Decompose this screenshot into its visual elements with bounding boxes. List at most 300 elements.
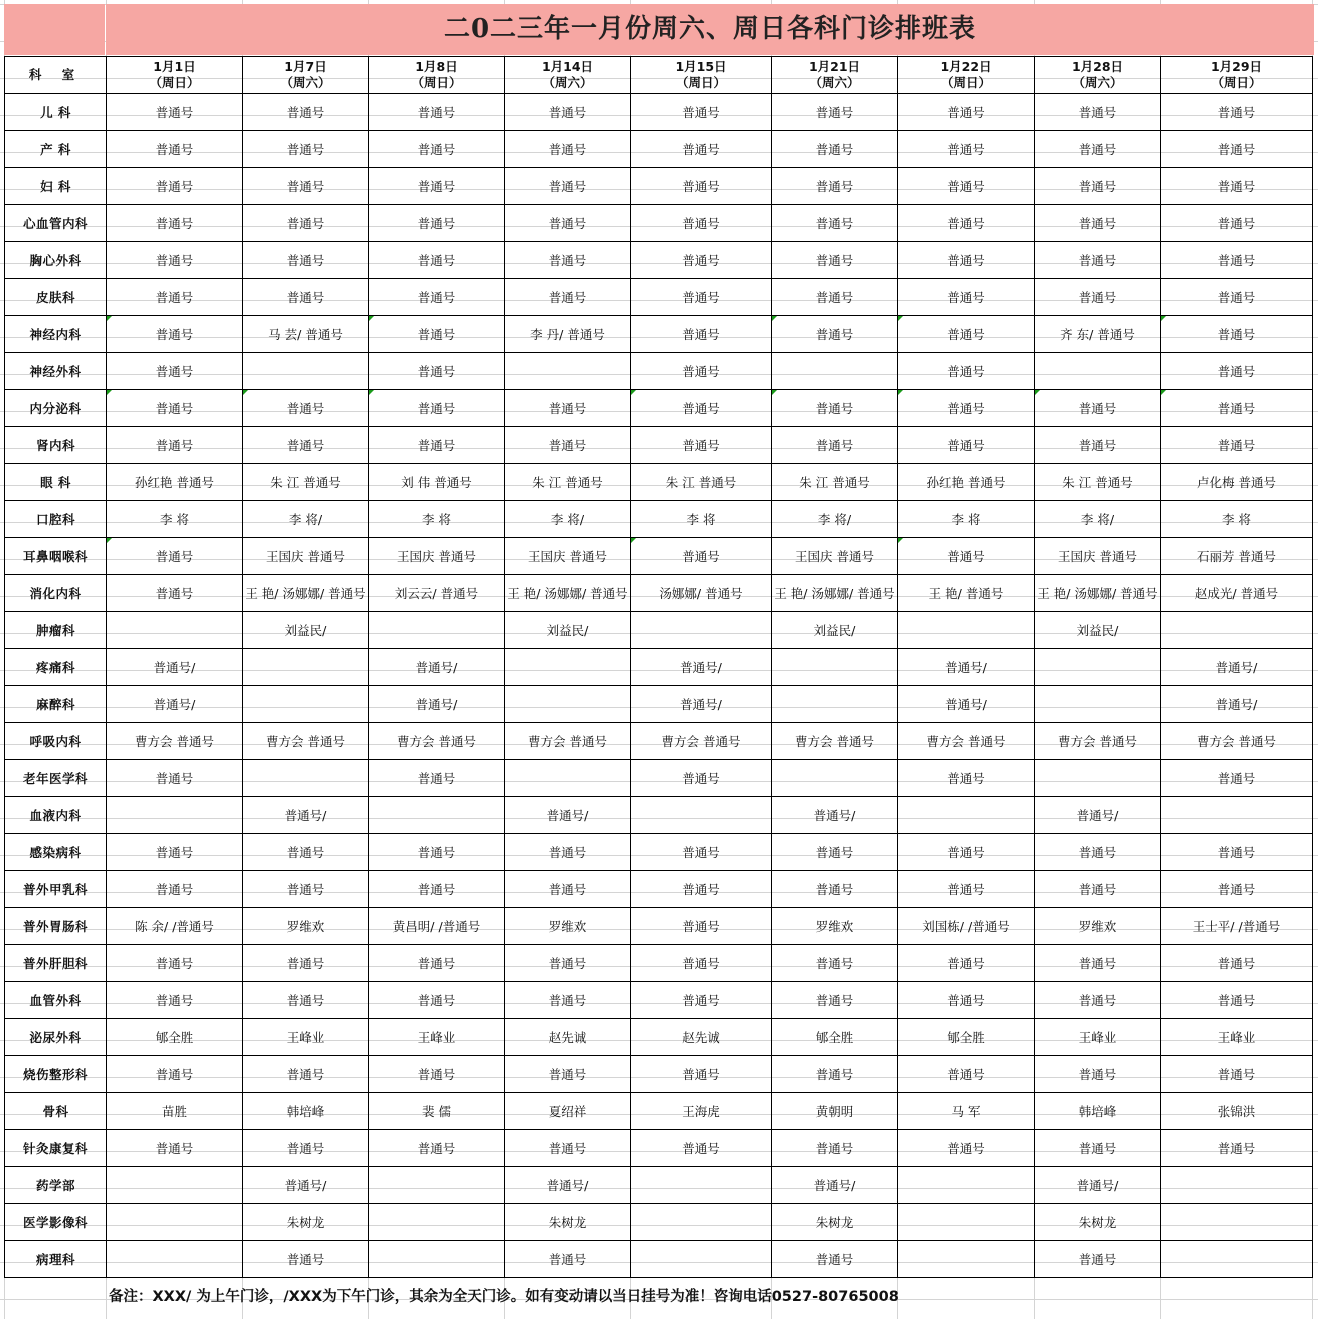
- schedule-cell[interactable]: [772, 686, 898, 723]
- schedule-cell[interactable]: 普通号: [107, 131, 243, 168]
- schedule-cell[interactable]: 夏绍祥: [505, 1093, 631, 1130]
- schedule-cell[interactable]: 普通号: [243, 1056, 369, 1093]
- schedule-cell[interactable]: 曹方会 普通号: [631, 723, 772, 760]
- schedule-cell[interactable]: 马 军: [898, 1093, 1035, 1130]
- schedule-cell[interactable]: [505, 649, 631, 686]
- schedule-cell[interactable]: 王国庆 普通号: [772, 538, 898, 575]
- schedule-cell[interactable]: 普通号: [107, 760, 243, 797]
- schedule-cell[interactable]: [107, 1167, 243, 1204]
- schedule-cell[interactable]: 普通号/: [631, 686, 772, 723]
- schedule-cell[interactable]: 普通号: [898, 945, 1035, 982]
- schedule-cell[interactable]: [898, 1167, 1035, 1204]
- schedule-cell[interactable]: [898, 612, 1035, 649]
- dept-cell[interactable]: 神经外科: [5, 353, 107, 390]
- schedule-cell[interactable]: [369, 1167, 505, 1204]
- schedule-cell[interactable]: 张锦洪: [1161, 1093, 1313, 1130]
- schedule-cell[interactable]: 普通号: [107, 168, 243, 205]
- schedule-cell[interactable]: 普通号: [1161, 390, 1313, 427]
- schedule-cell[interactable]: 普通号: [505, 427, 631, 464]
- schedule-cell[interactable]: 王士平/ /普通号: [1161, 908, 1313, 945]
- schedule-cell[interactable]: 普通号: [898, 353, 1035, 390]
- schedule-cell[interactable]: 普通号: [772, 427, 898, 464]
- schedule-cell[interactable]: 裴 儒: [369, 1093, 505, 1130]
- schedule-cell[interactable]: 普通号: [631, 760, 772, 797]
- dept-cell[interactable]: 泌尿外科: [5, 1019, 107, 1056]
- schedule-cell[interactable]: 普通号: [243, 1241, 369, 1278]
- schedule-cell[interactable]: 郇全胜: [107, 1019, 243, 1056]
- schedule-cell[interactable]: 齐 东/ 普通号: [1035, 316, 1161, 353]
- header-date-cell[interactable]: [1161, 57, 1313, 94]
- schedule-cell[interactable]: 罗维欢: [243, 908, 369, 945]
- schedule-cell[interactable]: 普通号: [772, 131, 898, 168]
- schedule-cell[interactable]: 李 将: [898, 501, 1035, 538]
- schedule-cell[interactable]: 普通号: [898, 834, 1035, 871]
- schedule-cell[interactable]: 普通号: [898, 279, 1035, 316]
- schedule-cell[interactable]: 普通号: [772, 834, 898, 871]
- schedule-cell[interactable]: [1035, 760, 1161, 797]
- schedule-cell[interactable]: 王峰业: [1035, 1019, 1161, 1056]
- schedule-cell[interactable]: 普通号: [772, 1056, 898, 1093]
- schedule-cell[interactable]: 罗维欢: [505, 908, 631, 945]
- schedule-cell[interactable]: 普通号: [107, 1056, 243, 1093]
- schedule-cell[interactable]: 普通号: [772, 279, 898, 316]
- schedule-cell[interactable]: 普通号: [107, 94, 243, 131]
- schedule-cell[interactable]: 普通号/: [898, 649, 1035, 686]
- schedule-cell[interactable]: 普通号: [1161, 427, 1313, 464]
- schedule-cell[interactable]: 普通号: [898, 205, 1035, 242]
- dept-cell[interactable]: 疼痛科: [5, 649, 107, 686]
- schedule-cell[interactable]: 赵成光/ 普通号: [1161, 575, 1313, 612]
- schedule-cell[interactable]: 普通号: [1035, 834, 1161, 871]
- schedule-cell[interactable]: 普通号: [1035, 982, 1161, 1019]
- dept-cell[interactable]: 麻醉科: [5, 686, 107, 723]
- schedule-cell[interactable]: 普通号: [243, 131, 369, 168]
- schedule-cell[interactable]: [772, 353, 898, 390]
- schedule-cell[interactable]: 普通号: [107, 316, 243, 353]
- schedule-cell[interactable]: 普通号: [243, 427, 369, 464]
- schedule-cell[interactable]: [107, 612, 243, 649]
- schedule-cell[interactable]: 李 将/: [1035, 501, 1161, 538]
- schedule-cell[interactable]: 卢化梅 普通号: [1161, 464, 1313, 501]
- schedule-cell[interactable]: 普通号: [772, 168, 898, 205]
- dept-cell[interactable]: 血管外科: [5, 982, 107, 1019]
- schedule-cell[interactable]: 普通号: [107, 205, 243, 242]
- schedule-cell[interactable]: 罗维欢: [772, 908, 898, 945]
- schedule-cell[interactable]: 普通号: [1035, 279, 1161, 316]
- schedule-cell[interactable]: 朱树龙: [772, 1204, 898, 1241]
- schedule-cell[interactable]: 普通号: [1161, 871, 1313, 908]
- schedule-cell[interactable]: 刘云云/ 普通号: [369, 575, 505, 612]
- schedule-cell[interactable]: [369, 612, 505, 649]
- schedule-cell[interactable]: [1035, 649, 1161, 686]
- schedule-cell[interactable]: 普通号: [898, 760, 1035, 797]
- schedule-cell[interactable]: 朱 江 普通号: [1035, 464, 1161, 501]
- schedule-cell[interactable]: 普通号: [243, 871, 369, 908]
- schedule-cell[interactable]: 普通号: [1161, 205, 1313, 242]
- schedule-cell[interactable]: 普通号: [243, 94, 369, 131]
- schedule-cell[interactable]: [772, 649, 898, 686]
- dept-cell[interactable]: 妇 科: [5, 168, 107, 205]
- schedule-cell[interactable]: 普通号: [107, 427, 243, 464]
- schedule-cell[interactable]: 普通号: [898, 390, 1035, 427]
- schedule-cell[interactable]: 普通号: [1035, 205, 1161, 242]
- schedule-cell[interactable]: 普通号: [898, 538, 1035, 575]
- schedule-cell[interactable]: 普通号: [772, 390, 898, 427]
- schedule-cell[interactable]: [107, 797, 243, 834]
- schedule-cell[interactable]: 普通号/: [107, 649, 243, 686]
- schedule-cell[interactable]: [631, 1167, 772, 1204]
- schedule-cell[interactable]: 普通号: [369, 279, 505, 316]
- schedule-cell[interactable]: 普通号: [505, 279, 631, 316]
- schedule-cell[interactable]: [898, 1241, 1035, 1278]
- schedule-cell[interactable]: 普通号: [898, 242, 1035, 279]
- schedule-cell[interactable]: [1161, 1204, 1313, 1241]
- schedule-cell[interactable]: 朱树龙: [1035, 1204, 1161, 1241]
- schedule-cell[interactable]: 曹方会 普通号: [505, 723, 631, 760]
- schedule-cell[interactable]: 普通号: [898, 94, 1035, 131]
- schedule-cell[interactable]: 朱 江 普通号: [243, 464, 369, 501]
- schedule-cell[interactable]: [1161, 1241, 1313, 1278]
- schedule-cell[interactable]: [1035, 353, 1161, 390]
- schedule-cell[interactable]: 普通号/: [1035, 1167, 1161, 1204]
- schedule-cell[interactable]: 李 将/: [772, 501, 898, 538]
- header-date-cell[interactable]: [243, 57, 369, 94]
- dept-cell[interactable]: 神经内科: [5, 316, 107, 353]
- schedule-cell[interactable]: 刘 伟 普通号: [369, 464, 505, 501]
- schedule-cell[interactable]: [1161, 1167, 1313, 1204]
- schedule-cell[interactable]: 普通号: [1161, 316, 1313, 353]
- schedule-cell[interactable]: 马 芸/ 普通号: [243, 316, 369, 353]
- schedule-cell[interactable]: 王国庆 普通号: [243, 538, 369, 575]
- header-date-cell[interactable]: [1035, 57, 1161, 94]
- dept-cell[interactable]: 心血管内科: [5, 205, 107, 242]
- schedule-cell[interactable]: 普通号/: [505, 1167, 631, 1204]
- dept-cell[interactable]: 血液内科: [5, 797, 107, 834]
- schedule-cell[interactable]: 普通号: [898, 871, 1035, 908]
- schedule-cell[interactable]: 孙红艳 普通号: [898, 464, 1035, 501]
- dept-cell[interactable]: 普外肝胆科: [5, 945, 107, 982]
- schedule-cell[interactable]: 普通号: [505, 871, 631, 908]
- schedule-cell[interactable]: 普通号/: [505, 797, 631, 834]
- dept-cell[interactable]: 针灸康复科: [5, 1130, 107, 1167]
- schedule-cell[interactable]: 普通号: [772, 982, 898, 1019]
- schedule-cell[interactable]: 普通号: [505, 94, 631, 131]
- schedule-cell[interactable]: 普通号: [898, 168, 1035, 205]
- schedule-cell[interactable]: 王海虎: [631, 1093, 772, 1130]
- schedule-cell[interactable]: 曹方会 普通号: [243, 723, 369, 760]
- dept-cell[interactable]: 烧伤整形科: [5, 1056, 107, 1093]
- schedule-cell[interactable]: 石丽芳 普通号: [1161, 538, 1313, 575]
- schedule-cell[interactable]: [898, 1204, 1035, 1241]
- schedule-cell[interactable]: 刘益民/: [243, 612, 369, 649]
- schedule-cell[interactable]: 王峰业: [369, 1019, 505, 1056]
- schedule-cell[interactable]: 黄朝明: [772, 1093, 898, 1130]
- schedule-cell[interactable]: [631, 797, 772, 834]
- schedule-cell[interactable]: 普通号/: [243, 797, 369, 834]
- schedule-cell[interactable]: 朱树龙: [243, 1204, 369, 1241]
- schedule-cell[interactable]: 郇全胜: [772, 1019, 898, 1056]
- dept-cell[interactable]: 老年医学科: [5, 760, 107, 797]
- schedule-cell[interactable]: 普通号: [369, 316, 505, 353]
- schedule-cell[interactable]: 普通号: [631, 168, 772, 205]
- schedule-cell[interactable]: 刘益民/: [772, 612, 898, 649]
- schedule-cell[interactable]: 普通号: [631, 945, 772, 982]
- schedule-cell[interactable]: 普通号: [505, 945, 631, 982]
- schedule-cell[interactable]: [898, 797, 1035, 834]
- schedule-cell[interactable]: 刘益民/: [505, 612, 631, 649]
- schedule-cell[interactable]: 普通号: [631, 1130, 772, 1167]
- schedule-cell[interactable]: 普通号: [1161, 94, 1313, 131]
- schedule-cell[interactable]: 普通号: [631, 982, 772, 1019]
- header-date-cell[interactable]: [898, 57, 1035, 94]
- schedule-cell[interactable]: [505, 686, 631, 723]
- schedule-cell[interactable]: 朱 江 普通号: [631, 464, 772, 501]
- schedule-cell[interactable]: 普通号: [107, 538, 243, 575]
- schedule-cell[interactable]: 普通号: [107, 279, 243, 316]
- schedule-cell[interactable]: [243, 686, 369, 723]
- schedule-cell[interactable]: 赵先诚: [631, 1019, 772, 1056]
- schedule-cell[interactable]: 普通号: [505, 390, 631, 427]
- schedule-cell[interactable]: 普通号: [898, 316, 1035, 353]
- schedule-cell[interactable]: 普通号: [505, 982, 631, 1019]
- schedule-cell[interactable]: 王 艳/ 汤娜娜/ 普通号: [1035, 575, 1161, 612]
- schedule-cell[interactable]: 曹方会 普通号: [772, 723, 898, 760]
- header-date-cell[interactable]: [369, 57, 505, 94]
- schedule-cell[interactable]: 普通号: [772, 94, 898, 131]
- schedule-cell[interactable]: [505, 353, 631, 390]
- schedule-cell[interactable]: [369, 1204, 505, 1241]
- schedule-cell[interactable]: 普通号: [369, 760, 505, 797]
- schedule-cell[interactable]: 普通号: [107, 575, 243, 612]
- schedule-cell[interactable]: [369, 797, 505, 834]
- schedule-cell[interactable]: 王 艳/ 汤娜娜/ 普通号: [243, 575, 369, 612]
- schedule-cell[interactable]: 刘国栋/ /普通号: [898, 908, 1035, 945]
- schedule-cell[interactable]: [107, 1204, 243, 1241]
- schedule-cell[interactable]: 普通号: [1161, 1056, 1313, 1093]
- schedule-cell[interactable]: 普通号/: [369, 686, 505, 723]
- schedule-cell[interactable]: 普通号: [772, 316, 898, 353]
- schedule-cell[interactable]: 普通号: [369, 1056, 505, 1093]
- schedule-cell[interactable]: 普通号: [1161, 1130, 1313, 1167]
- schedule-cell[interactable]: 韩培峰: [243, 1093, 369, 1130]
- schedule-cell[interactable]: 普通号: [369, 834, 505, 871]
- schedule-cell[interactable]: 普通号: [369, 242, 505, 279]
- dept-cell[interactable]: 骨科: [5, 1093, 107, 1130]
- schedule-cell[interactable]: 普通号/: [772, 797, 898, 834]
- schedule-cell[interactable]: 王国庆 普通号: [1035, 538, 1161, 575]
- schedule-cell[interactable]: 普通号: [898, 131, 1035, 168]
- schedule-cell[interactable]: 孙红艳 普通号: [107, 464, 243, 501]
- dept-cell[interactable]: 内分泌科: [5, 390, 107, 427]
- schedule-cell[interactable]: 普通号: [631, 427, 772, 464]
- schedule-cell[interactable]: 普通号: [1035, 427, 1161, 464]
- schedule-cell[interactable]: 普通号: [631, 834, 772, 871]
- schedule-cell[interactable]: 普通号: [369, 353, 505, 390]
- schedule-cell[interactable]: 普通号: [1035, 945, 1161, 982]
- schedule-cell[interactable]: 普通号: [631, 279, 772, 316]
- schedule-cell[interactable]: 汤娜娜/ 普通号: [631, 575, 772, 612]
- schedule-cell[interactable]: 普通号: [631, 316, 772, 353]
- schedule-cell[interactable]: 李 丹/ 普通号: [505, 316, 631, 353]
- schedule-cell[interactable]: 普通号: [898, 1056, 1035, 1093]
- schedule-cell[interactable]: 普通号: [1035, 390, 1161, 427]
- schedule-cell[interactable]: 赵先诚: [505, 1019, 631, 1056]
- schedule-cell[interactable]: 普通号: [772, 1130, 898, 1167]
- schedule-cell[interactable]: 李 将: [369, 501, 505, 538]
- schedule-cell[interactable]: 普通号: [1161, 168, 1313, 205]
- schedule-cell[interactable]: 普通号: [772, 871, 898, 908]
- schedule-cell[interactable]: 普通号: [505, 168, 631, 205]
- schedule-cell[interactable]: 普通号: [243, 279, 369, 316]
- dept-cell[interactable]: 肿瘤科: [5, 612, 107, 649]
- schedule-cell[interactable]: 普通号: [107, 242, 243, 279]
- schedule-cell[interactable]: [369, 1241, 505, 1278]
- schedule-cell[interactable]: 普通号: [1161, 131, 1313, 168]
- schedule-cell[interactable]: 普通号: [369, 131, 505, 168]
- schedule-cell[interactable]: 普通号/: [243, 1167, 369, 1204]
- schedule-cell[interactable]: 李 将: [1161, 501, 1313, 538]
- schedule-cell[interactable]: [107, 1241, 243, 1278]
- schedule-cell[interactable]: 普通号: [505, 834, 631, 871]
- dept-cell[interactable]: 口腔科: [5, 501, 107, 538]
- schedule-cell[interactable]: 普通号: [107, 945, 243, 982]
- schedule-cell[interactable]: 朱 江 普通号: [505, 464, 631, 501]
- schedule-cell[interactable]: 普通号: [1161, 834, 1313, 871]
- dept-cell[interactable]: 感染病科: [5, 834, 107, 871]
- schedule-cell[interactable]: 普通号: [631, 538, 772, 575]
- schedule-cell[interactable]: [243, 353, 369, 390]
- header-date-cell[interactable]: [107, 57, 243, 94]
- schedule-cell[interactable]: 普通号: [1161, 353, 1313, 390]
- dept-cell[interactable]: 儿 科: [5, 94, 107, 131]
- schedule-cell[interactable]: 普通号: [1161, 982, 1313, 1019]
- dept-cell[interactable]: 普外胃肠科: [5, 908, 107, 945]
- schedule-cell[interactable]: 普通号: [505, 1130, 631, 1167]
- schedule-cell[interactable]: 普通号: [369, 205, 505, 242]
- schedule-cell[interactable]: 普通号/: [1161, 686, 1313, 723]
- schedule-cell[interactable]: 普通号: [1035, 131, 1161, 168]
- schedule-cell[interactable]: 黄昌明/ /普通号: [369, 908, 505, 945]
- schedule-cell[interactable]: 普通号/: [1161, 649, 1313, 686]
- schedule-cell[interactable]: 普通号: [631, 908, 772, 945]
- dept-cell[interactable]: 呼吸内科: [5, 723, 107, 760]
- schedule-cell[interactable]: 普通号: [1035, 871, 1161, 908]
- header-dept-label[interactable]: 科 室: [5, 57, 107, 94]
- schedule-cell[interactable]: 普通号: [243, 945, 369, 982]
- schedule-cell[interactable]: 曹方会 普通号: [1035, 723, 1161, 760]
- schedule-cell[interactable]: 李 将/: [505, 501, 631, 538]
- schedule-cell[interactable]: [772, 760, 898, 797]
- schedule-cell[interactable]: 普通号: [243, 242, 369, 279]
- schedule-cell[interactable]: 郇全胜: [898, 1019, 1035, 1056]
- dept-cell[interactable]: 药学部: [5, 1167, 107, 1204]
- schedule-cell[interactable]: 李 将: [631, 501, 772, 538]
- schedule-cell[interactable]: 普通号: [1035, 242, 1161, 279]
- schedule-cell[interactable]: [1161, 797, 1313, 834]
- schedule-cell[interactable]: 普通号/: [107, 686, 243, 723]
- schedule-cell[interactable]: 普通号: [369, 390, 505, 427]
- dept-cell[interactable]: 病理科: [5, 1241, 107, 1278]
- dept-cell[interactable]: 普外甲乳科: [5, 871, 107, 908]
- schedule-cell[interactable]: 普通号: [243, 390, 369, 427]
- schedule-cell[interactable]: [631, 1204, 772, 1241]
- schedule-cell[interactable]: [631, 1241, 772, 1278]
- schedule-cell[interactable]: 普通号: [898, 1130, 1035, 1167]
- schedule-cell[interactable]: 苗胜: [107, 1093, 243, 1130]
- schedule-cell[interactable]: 王国庆 普通号: [505, 538, 631, 575]
- schedule-cell[interactable]: 普通号: [772, 945, 898, 982]
- schedule-cell[interactable]: 普通号: [107, 390, 243, 427]
- schedule-cell[interactable]: 普通号: [631, 205, 772, 242]
- schedule-cell[interactable]: 普通号: [369, 945, 505, 982]
- schedule-cell[interactable]: 普通号: [369, 94, 505, 131]
- dept-cell[interactable]: 皮肤科: [5, 279, 107, 316]
- schedule-cell[interactable]: 普通号: [369, 982, 505, 1019]
- schedule-cell[interactable]: 普通号: [243, 1130, 369, 1167]
- header-date-cell[interactable]: [631, 57, 772, 94]
- dept-cell[interactable]: 肾内科: [5, 427, 107, 464]
- schedule-cell[interactable]: 曹方会 普通号: [107, 723, 243, 760]
- header-date-cell[interactable]: [505, 57, 631, 94]
- schedule-cell[interactable]: 普通号: [369, 1130, 505, 1167]
- schedule-cell[interactable]: 普通号: [631, 871, 772, 908]
- schedule-cell[interactable]: 普通号: [631, 390, 772, 427]
- schedule-cell[interactable]: 普通号: [243, 982, 369, 1019]
- schedule-cell[interactable]: 普通号: [631, 1056, 772, 1093]
- schedule-cell[interactable]: 普通号: [1161, 279, 1313, 316]
- schedule-cell[interactable]: 王国庆 普通号: [369, 538, 505, 575]
- schedule-cell[interactable]: 普通号: [1161, 760, 1313, 797]
- schedule-cell[interactable]: 王 艳/ 汤娜娜/ 普通号: [772, 575, 898, 612]
- schedule-cell[interactable]: [243, 760, 369, 797]
- schedule-cell[interactable]: [505, 760, 631, 797]
- schedule-cell[interactable]: 普通号: [369, 427, 505, 464]
- schedule-cell[interactable]: 陈 余/ /普通号: [107, 908, 243, 945]
- schedule-cell[interactable]: 普通号: [107, 353, 243, 390]
- schedule-cell[interactable]: 刘益民/: [1035, 612, 1161, 649]
- dept-cell[interactable]: 消化内科: [5, 575, 107, 612]
- schedule-cell[interactable]: 王峰业: [1161, 1019, 1313, 1056]
- dept-cell[interactable]: 眼 科: [5, 464, 107, 501]
- schedule-cell[interactable]: 普通号: [243, 205, 369, 242]
- schedule-cell[interactable]: 普通号: [505, 1241, 631, 1278]
- schedule-cell[interactable]: 普通号: [243, 834, 369, 871]
- schedule-cell[interactable]: 曹方会 普通号: [369, 723, 505, 760]
- schedule-cell[interactable]: 普通号: [243, 168, 369, 205]
- schedule-cell[interactable]: 普通号: [107, 982, 243, 1019]
- schedule-cell[interactable]: 普通号/: [1035, 797, 1161, 834]
- schedule-cell[interactable]: 普通号: [1035, 168, 1161, 205]
- schedule-cell[interactable]: 普通号: [631, 353, 772, 390]
- schedule-cell[interactable]: 罗维欢: [1035, 908, 1161, 945]
- schedule-cell[interactable]: 普通号: [1035, 1130, 1161, 1167]
- schedule-cell[interactable]: 李 将/: [243, 501, 369, 538]
- dept-cell[interactable]: 胸心外科: [5, 242, 107, 279]
- schedule-cell[interactable]: 普通号: [772, 1241, 898, 1278]
- schedule-cell[interactable]: 普通号: [1035, 1241, 1161, 1278]
- schedule-cell[interactable]: 普通号/: [369, 649, 505, 686]
- schedule-cell[interactable]: 普通号: [631, 131, 772, 168]
- schedule-cell[interactable]: 普通号: [369, 168, 505, 205]
- schedule-cell[interactable]: 王 艳/ 汤娜娜/ 普通号: [505, 575, 631, 612]
- schedule-cell[interactable]: 普通号: [505, 131, 631, 168]
- schedule-cell[interactable]: 普通号: [107, 1130, 243, 1167]
- schedule-cell[interactable]: [631, 612, 772, 649]
- schedule-cell[interactable]: 普通号: [505, 205, 631, 242]
- schedule-cell[interactable]: 普通号: [1161, 945, 1313, 982]
- schedule-cell[interactable]: 普通号: [772, 205, 898, 242]
- dept-cell[interactable]: 耳鼻咽喉科: [5, 538, 107, 575]
